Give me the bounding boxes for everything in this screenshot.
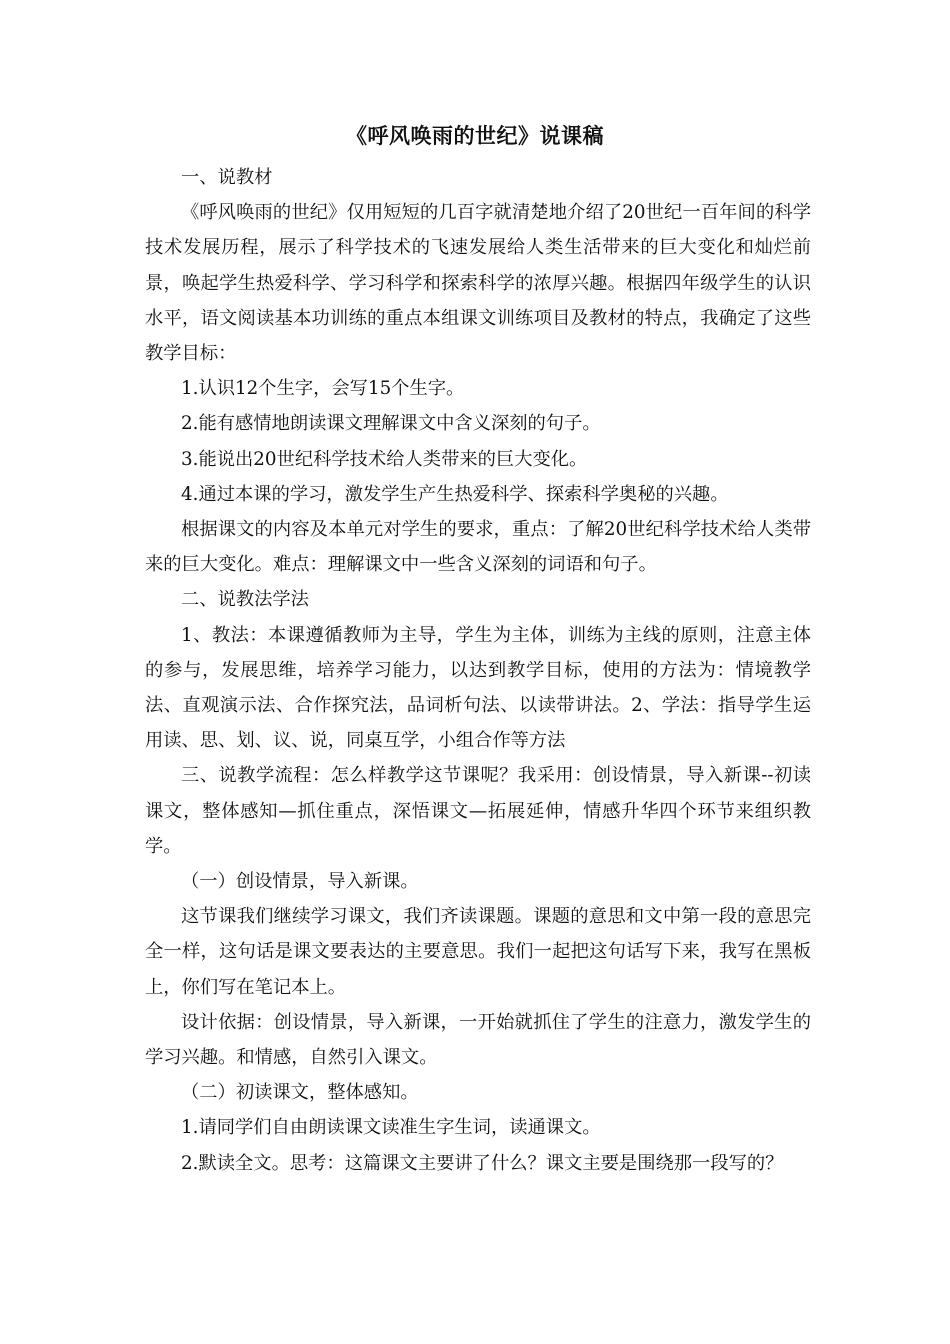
subsection-heading: （一）创设情景，导入新课。 xyxy=(181,871,419,893)
paragraph: 《呼风唤雨的世纪》仅用短短的几百字就清楚地介绍了20世纪一百年间的科学技术发展历程，展示了科学技术的飞速发展给人类生活带来的巨大变化和灿烂前景，唤起学生热爱科学、学习科学和探索科学的浓厚兴趣。根据四年级学生的认识水平，语文阅读基本功训练的重点本组课文训练项目及教材的特点，我确定了这些教学目标： xyxy=(145,202,811,365)
list-item: 2.默读全文。思考：这篇课文主要讲了什么？课文主要是围绕那一段写的？ xyxy=(181,1152,784,1174)
document-body xyxy=(145,160,811,1181)
list-item: 1.认识12个生字，会写15个生字。 xyxy=(181,378,465,400)
paragraph: 三、说教学流程：怎么样教学这节课呢？我采用：创设情景，导入新课--初读课文，整体感知—抓住重点，深悟课文—拓展延伸，情感升华四个环节来组织教学。 xyxy=(145,765,811,857)
list-item: 4.通过本课的学习，激发学生产生热爱科学、探索科学奥秘的兴趣。 xyxy=(181,483,729,505)
section-heading: 一、说教材 xyxy=(181,167,273,188)
paragraph: 1、教法：本课遵循教师为主导，学生为主体，训练为主线的原则，注意主体的参与，发展思维，培养学习能力，以达到教学目标，使用的方法为：情境教学法、直观演示法、合作探究法，品词析句法、以读带讲法。2、学法：指导学生运用读、思、划、议、说，同桌互学，小组合作等方法 xyxy=(145,624,811,752)
document-title: 《呼风唤雨的世纪》说课稿 xyxy=(346,124,604,148)
list-item: 2.能有感情地朗读课文理解课文中含义深刻的句子。 xyxy=(181,413,601,435)
list-item: 3.能说出20世纪科学技术给人类带来的巨大变化。 xyxy=(181,448,588,470)
paragraph: 根据课文的内容及本单元对学生的要求，重点：了解20世纪科学技术给人类带来的巨大变化。难点：理解课文中一些含义深刻的词语和句子。 xyxy=(145,519,811,576)
section-heading: 二、说教法学法 xyxy=(181,589,309,611)
list-item: 1.请同学们自由朗读课文读准生字生词，读通课文。 xyxy=(181,1117,601,1139)
subsection-heading: （二）初读课文，整体感知。 xyxy=(181,1082,419,1104)
paragraph: 设计依据：创设情景，导入新课，一开始就抓住了学生的注意力，激发学生的学习兴趣。和情感，自然引入课文。 xyxy=(145,1011,811,1069)
paragraph: 这节课我们继续学习课文，我们齐读课题。课题的意思和文中第一段的意思完全一样，这句话是课文要表达的主要意思。我们一起把这句话写下来，我写在黑板上，你们写在笔记本上。 xyxy=(145,906,811,998)
